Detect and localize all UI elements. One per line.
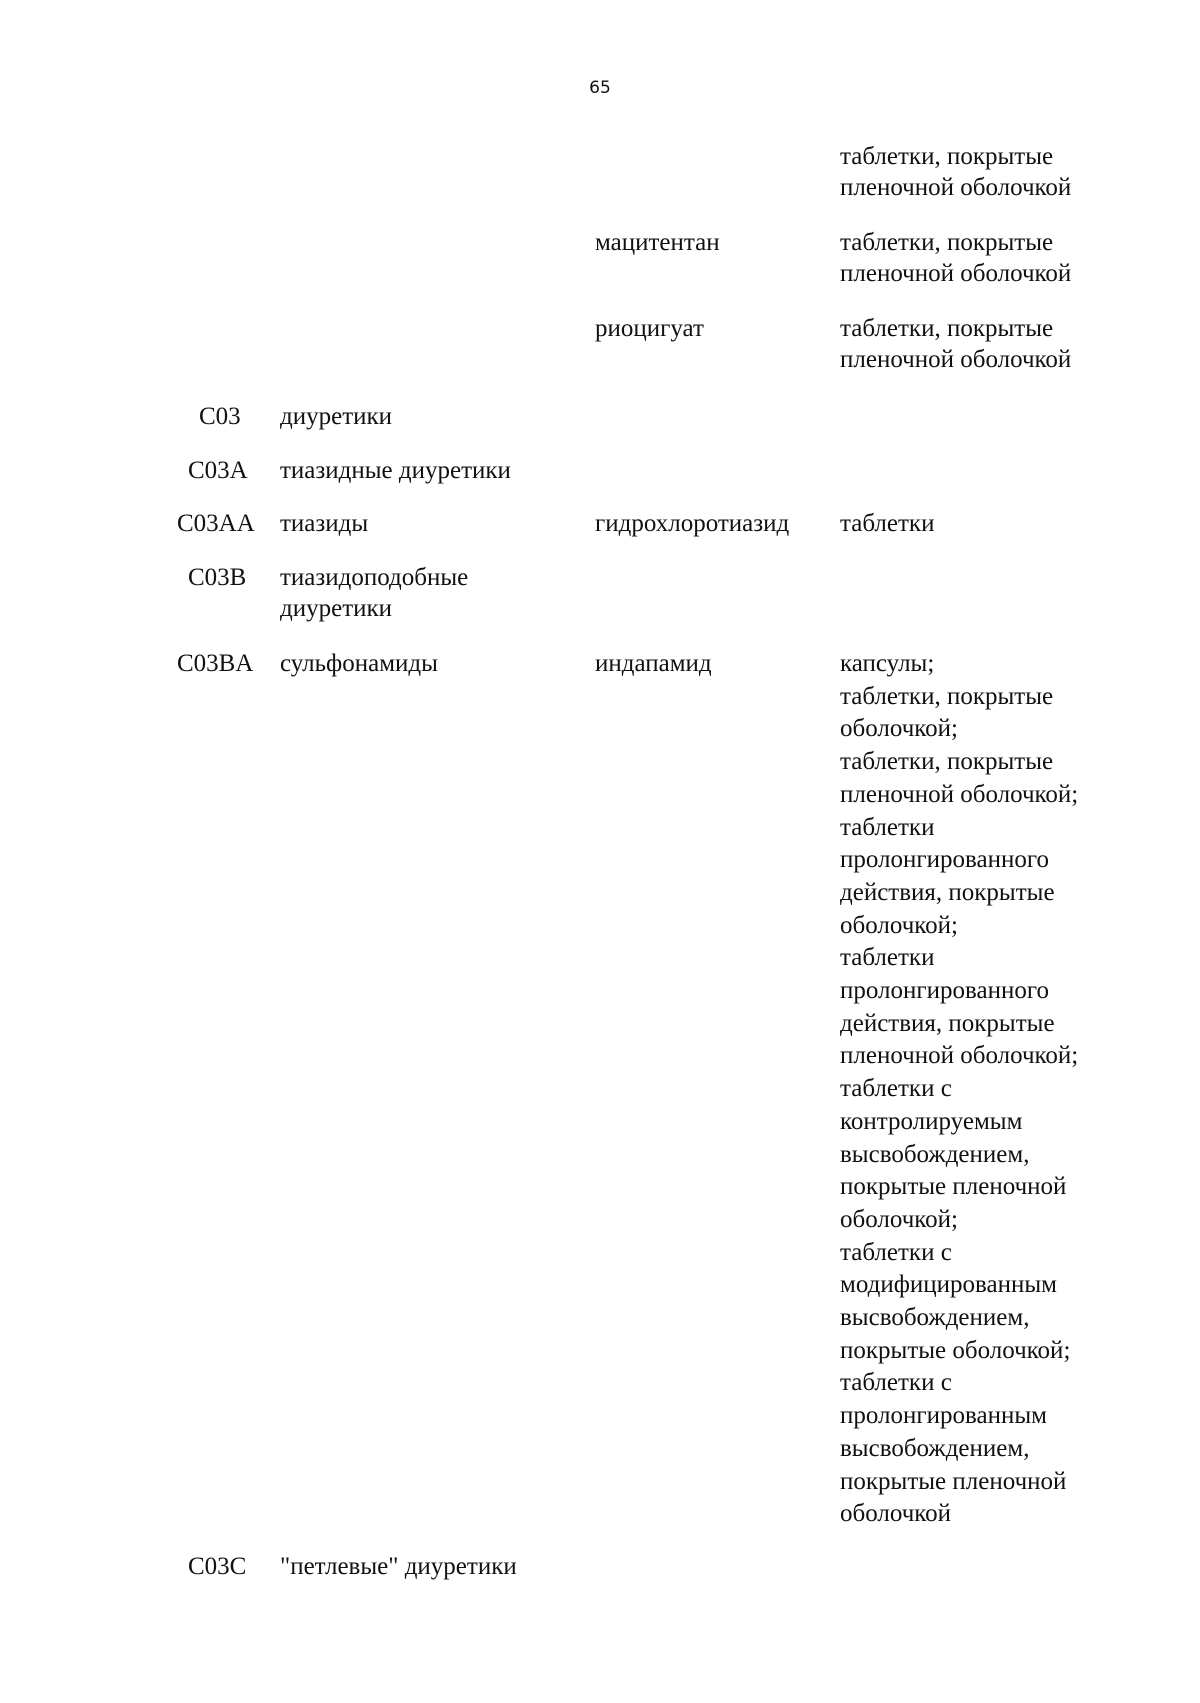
row-1-forms: таблетки, покрытые пленочной оболочкой — [840, 229, 1072, 287]
page-number: 65 — [589, 78, 611, 98]
row-6-group: тиазидоподобные диуретики — [280, 564, 469, 622]
row-3-code: C03 — [199, 403, 241, 430]
row-6-code: C03B — [188, 564, 247, 591]
row-2-drug: риоцигуат — [595, 315, 704, 342]
row-5-group: тиазиды — [280, 510, 369, 537]
row-8-group: "петлевые" диуретики — [280, 1553, 517, 1580]
row-0-forms: таблетки, покрытые пленочной оболочкой — [840, 143, 1072, 201]
row-5-forms: таблетки — [840, 510, 935, 537]
row-1-drug: мацитентан — [595, 229, 720, 256]
row-4-group: тиазидные диуретики — [280, 457, 511, 484]
row-7-forms: капсулы; таблетки, покрытые оболочкой; таблетки, покрытые пленочной оболочкой; таблетки пролонгированного действия, покрытые оболочкой; таблетки пролонгированного действия, покрытые пленочной оболочкой; таблетки с контролируемым высвобождением, покрытые пленочной оболочкой; таблетки с модифицированным высвобождением, покрытые оболочкой; таблетки с пролонгированным высвобождением, покрытые пленочной оболочкой — [840, 650, 1079, 1528]
row-4-code: C03A — [188, 457, 248, 484]
row-7-drug: индапамид — [595, 650, 712, 677]
row-8-code: C03C — [188, 1553, 247, 1580]
row-2-forms: таблетки, покрытые пленочной оболочкой — [840, 315, 1072, 373]
row-3-group: диуретики — [280, 403, 393, 430]
row-5-drug: гидрохлоротиазид — [595, 510, 790, 537]
row-7-group: сульфонамиды — [280, 650, 438, 677]
row-7-code: C03BA — [177, 650, 254, 677]
row-5-code: C03AA — [177, 510, 255, 537]
